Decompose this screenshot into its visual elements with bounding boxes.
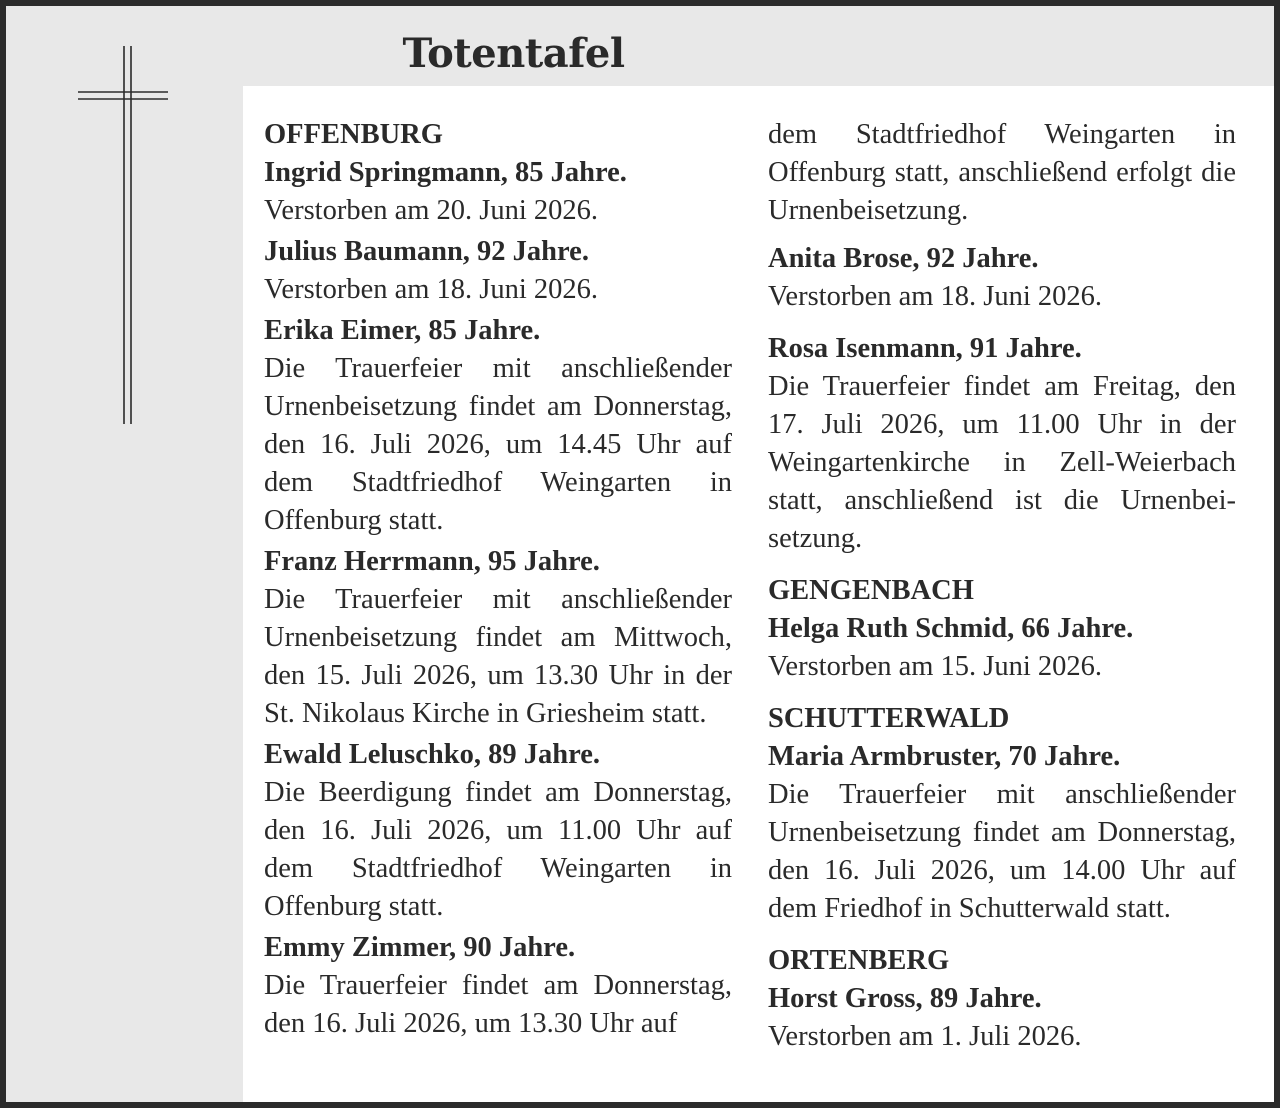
right-column (768, 116, 1236, 1059)
deceased-name: Maria Armbruster, 70 Jahre. (768, 741, 1121, 772)
obituary-entry (264, 312, 732, 540)
obituary-entry (768, 330, 1236, 558)
town-heading: OFFENBURG (264, 119, 443, 150)
obituary-text: Die Trauerfeier mit anschließender Urnenbeisetzung findet am Mittwoch, den 15. Juli 2026, um 13.30 Uhr in der St. Nikolaus Kirche in Griesheim statt. (264, 584, 732, 729)
deceased-name: Ewald Leluschko, 89 Jahre. (264, 739, 600, 770)
obituary-text: Verstorben am 15. Juni 2026. (768, 651, 1103, 682)
left-column (264, 116, 732, 1046)
deceased-name: Ingrid Springmann, 85 Jahre. (264, 157, 627, 188)
obituary-text: Verstorben am 18. Juni 2026. (768, 281, 1103, 312)
town-heading: ORTENBERG (768, 945, 950, 976)
obituary-text: Die Trauerfeier mit anschließender Urnenbeisetzung findet am Donnerstag, den 16. Juli 2026, um 14.00 Uhr auf dem Friedhof in Schutterwald statt. (768, 779, 1236, 924)
obituary-text: Die Beerdigung findet am Donnerstag, den 16. Juli 2026, um 11.00 Uhr auf dem Stadtfriedhof Weingarten in Offenburg statt. (264, 777, 732, 922)
deceased-name: Emmy Zimmer, 90 Jahre. (264, 932, 576, 963)
obituary-entry (768, 980, 1236, 1056)
deceased-name: Franz Herrmann, 95 Jahre. (264, 546, 600, 577)
obituary-entry (264, 154, 732, 230)
page-title: Totentafel (402, 30, 625, 77)
town-heading: GENGENBACH (768, 575, 974, 606)
deceased-name: Horst Gross, 89 Jahre. (768, 983, 1042, 1014)
deceased-name: Erika Eimer, 85 Jahre. (264, 315, 541, 346)
obituary-entry (264, 929, 732, 1043)
town-heading: SCHUTTERWALD (768, 703, 1010, 734)
continued-text: dem Stadtfriedhof Weingarten in Offenburg statt, anschließend erfolgt die Urnenbeisetzung. (768, 119, 1236, 226)
deceased-name: Julius Baumann, 92 Jahre. (264, 236, 589, 267)
obituary-entry (264, 543, 732, 733)
obituary-text: Die Trauerfeier findet am Freitag, den 17. Juli 2026, um 11.00 Uhr in der Weingartenkirche in Zell-Weierbach statt, anschließend ist die Urnenbeisetzung. (768, 371, 1236, 554)
obituary-text: Verstorben am 20. Juni 2026. (264, 195, 599, 226)
deceased-name: Anita Brose, 92 Jahre. (768, 243, 1039, 274)
content-panel (243, 86, 1274, 1102)
obituary-text: Die Trauerfeier mit anschließender Urnenbeisetzung findet am Donnerstag, den 16. Juli 2026, um 14.45 Uhr auf dem Stadtfriedhof Weingarten in Offenburg statt. (264, 353, 732, 536)
obituary-entry (264, 736, 732, 926)
obituary-text: Die Trauerfeier findet am Donnerstag, den 16. Juli 2026, um 13.30 Uhr auf (264, 970, 732, 1039)
obituary-text: Verstorben am 18. Juni 2026. (264, 274, 599, 305)
obituary-entry (768, 240, 1236, 316)
obituary-text: Verstorben am 1. Juli 2026. (768, 1021, 1082, 1052)
deceased-name: Helga Ruth Schmid, 66 Jahre. (768, 613, 1134, 644)
obituary-entry (264, 233, 732, 309)
obituary-entry (768, 738, 1236, 928)
deceased-name: Rosa Isenmann, 91 Jahre. (768, 333, 1082, 364)
obituary-entry (768, 610, 1236, 686)
